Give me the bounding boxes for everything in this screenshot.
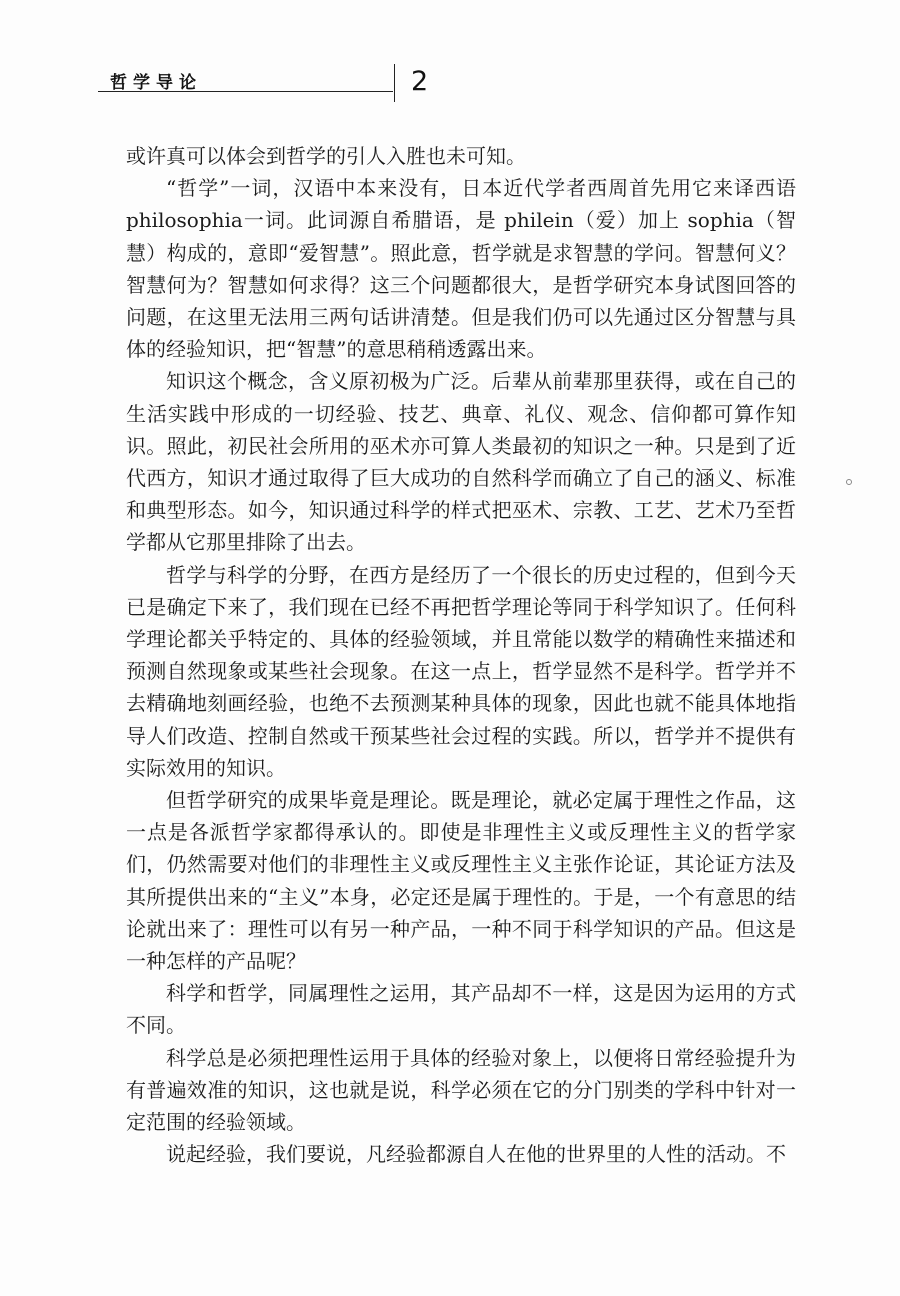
- page-speck: [846, 479, 852, 485]
- paragraph: 科学和哲学，同属理性之运用，其产品却不一样，这是因为运用的方式不同。: [126, 981, 796, 1038]
- body-text: [126, 140, 796, 1171]
- book-title: 哲学导论: [110, 73, 202, 93]
- paragraph: 哲学与科学的分野，在西方是经历了一个很长的历史过程的，但到今天已是确定下来了，我们现在已经不再把哲学理论等同于科学知识了。任何科学理论都关乎特定的、具体的经验领域，并且常能以数学的精确性来描述和预测自然现象或某些社会现象。在这一点上，哲学显然不是科学。哲学并不去精确地刻画经验，也绝不去预测某种具体的现象，因此也就不能具体地指导人们改造、控制自然或干预某些社会过程的实践。所以，哲学并不提供有实际效用的知识。: [126, 562, 796, 780]
- running-header: [98, 64, 398, 104]
- paragraph: 知识这个概念，含义原初极为广泛。后辈从前辈那里获得，或在自己的生活实践中形成的一切经验、技艺、典章、礼仪、观念、信仰都可算作知识。照此，初民社会所用的巫术亦可算人类最初的知识之一种。只是到了近代西方，知识才通过取得了巨大成功的自然科学而确立了自己的涵义、标准和典型形态。如今，知识通过科学的样式把巫术、宗教、工艺、艺术乃至哲学都从它那里排除了出去。: [126, 369, 796, 555]
- header-divider: [394, 64, 395, 102]
- paragraph: 说起经验，我们要说，凡经验都源自人在他的世界里的人性的活动。不: [166, 1142, 786, 1167]
- header-rule: [98, 91, 393, 92]
- paragraph: 科学总是必须把理性运用于具体的经验对象上，以便将日常经验提升为有普遍效准的知识，这也就是说，科学必须在它的分门别类的学科中针对一定范围的经验领域。: [126, 1045, 796, 1135]
- paragraph: “哲学”一词，汉语中本来没有，日本近代学者西周首先用它来译西语philosophia一词。此词源自希腊语，是 philein（爱）加上 sophia（智慧）构成的，意即“爱智慧”。照此意，哲学就是求智慧的学问。智慧何义？智慧何为？智慧如何求得？这三个问题都很大，是哲学研究本身试图回答的问题，在这里无法用三两句话讲清楚。但是我们仍可以先通过区分智慧与具体的经验知识，把“智慧”的意思稍稍透露出来。: [126, 176, 796, 362]
- paragraph: 或许真可以体会到哲学的引人入胜也未可知。: [126, 144, 526, 168]
- paragraph: 但哲学研究的成果毕竟是理论。既是理论，就必定属于理性之作品，这一点是各派哲学家都得承认的。即使是非理性主义或反理性主义的哲学家们，仍然需要对他们的非理性主义或反理性主义主张作论证，其论证方法及其所提供出来的“主义”本身，必定还是属于理性的。于是，一个有意思的结论就出来了：理性可以有另一种产品，一种不同于科学知识的产品。但这是一种怎样的产品呢？: [126, 788, 796, 974]
- page-number: 2: [411, 66, 429, 97]
